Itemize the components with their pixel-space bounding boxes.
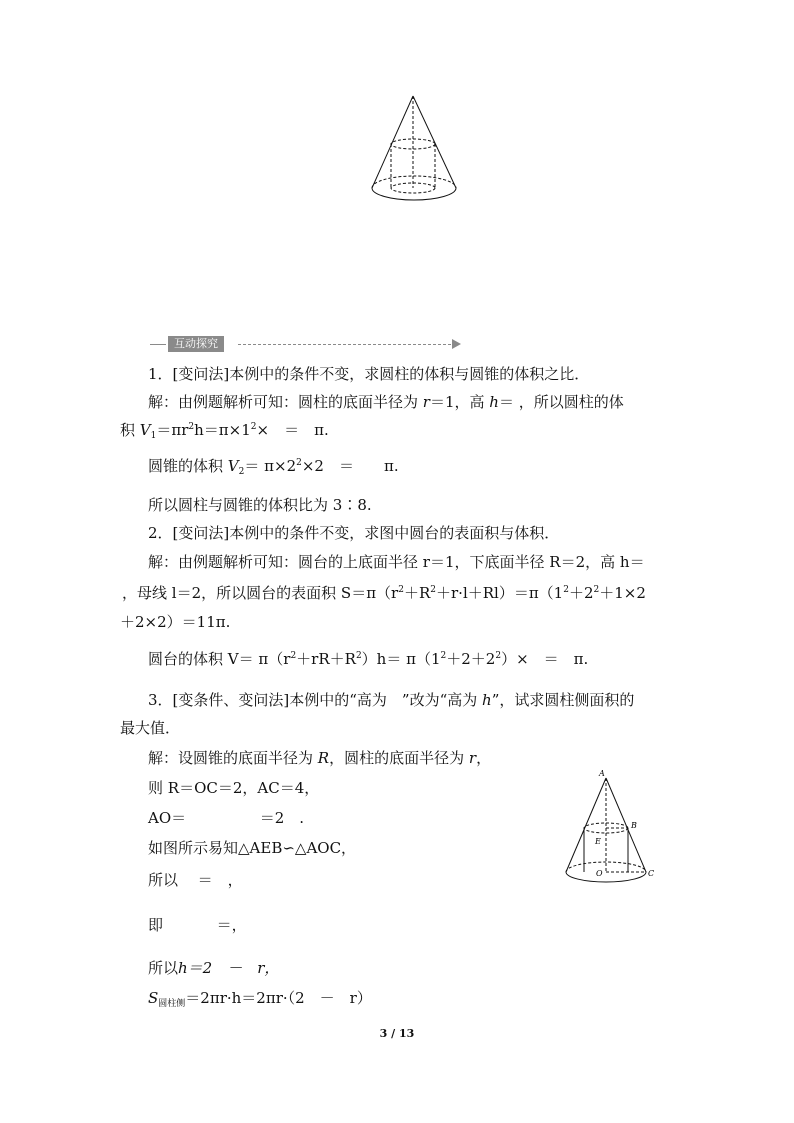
q2-vol-c: ＋rR＋R	[296, 650, 356, 668]
q1-sol-suffix: ，所以圆柱的体	[518, 393, 624, 411]
q2-s-b: ＋R	[403, 584, 431, 602]
q3-sol1-a: 解：设圆锥的底面半径为	[148, 749, 314, 767]
fig-label-c: C	[648, 869, 655, 878]
q3-title	[148, 690, 634, 710]
page-number: 3 / 13	[379, 1027, 415, 1040]
q2-title: 2．[变问法]本例中的条件不变，求图中圆台的表面积与体积．	[148, 524, 560, 542]
q3-sol8-b: ＝2πr·h＝2πr·（2 － r）	[185, 989, 372, 1007]
q3-sol8	[148, 988, 372, 1008]
q3-sol6-a: 即	[148, 916, 164, 934]
fig-label-o: O	[596, 869, 603, 878]
q2-vol-b: V＝ π（r	[227, 650, 291, 668]
q1-ratio: 所以圆柱与圆锥的体积比为 3∶8.	[148, 496, 372, 514]
q2-s-e: ＋1×2	[599, 584, 646, 602]
q1-cone-a: 圆锥的体积	[148, 457, 224, 475]
q2-line1: 解：由例题解析可知：圆台的上底面半径	[148, 553, 419, 571]
section-header	[150, 336, 470, 352]
q1-solution-line2	[120, 420, 329, 440]
q3-sol1-c: ，	[476, 749, 492, 767]
q2-vol-sup1: 2	[290, 651, 297, 661]
q1-v2-var: V	[227, 457, 239, 475]
q1-r-val: ＝1，高	[429, 393, 485, 411]
q2-solution-line3: ＋2×2）＝11π.	[120, 613, 231, 631]
q3-sol8-sub: 圆柱侧	[158, 999, 186, 1009]
q3-sol2	[148, 778, 319, 798]
section-arrow-icon	[452, 339, 461, 349]
q3-title-a: 3．[变条件、变问法]本例中的“高为 ”改为“高为	[148, 691, 478, 709]
q2-solution-line1	[148, 552, 645, 572]
q2-S-eq: S＝π（r	[340, 584, 399, 602]
q2-vol-sup2: 2	[355, 651, 362, 661]
q1-cone-b-sup: 2	[296, 458, 302, 468]
q2-vol-sup3: 2	[440, 651, 447, 661]
q1-h-val: ＝	[498, 393, 514, 411]
q3-title-line2: 最大值．	[120, 719, 181, 737]
q3-sol1	[148, 748, 491, 768]
q3-sol2-a: 则	[148, 779, 164, 797]
q2-vol-sup4: 2	[495, 651, 502, 661]
q1-line2-c: h＝π×1	[194, 421, 251, 439]
q2-volume	[148, 649, 588, 669]
q3-sol7	[148, 958, 279, 978]
q2-vol-e: ＋2＋2	[446, 650, 496, 668]
q1-cone-b: ＝ π×2	[244, 457, 297, 475]
fig-label-e: E	[595, 837, 601, 846]
q3-sol6	[148, 915, 247, 935]
q1-title: 1．[变问法]本例中的条件不变，求圆柱的体积与圆锥的体积之比．	[148, 365, 590, 383]
q1-line2-a: 积	[120, 421, 136, 439]
q2-s-sup1: 2	[398, 585, 404, 595]
q1-line2-d: × ＝ π.	[256, 421, 329, 439]
q1-v1-var: V	[139, 421, 151, 439]
q3-title-b: ”，试求圆柱侧面积的	[491, 691, 635, 709]
q2-s-c: ＋r·l＋Rl）＝π（1	[436, 584, 564, 602]
fig-label-a: A	[599, 769, 605, 778]
q2-s-d: ＋2	[568, 584, 594, 602]
q2-s-sup2: 2	[430, 585, 436, 595]
section-dashed-rule	[238, 344, 456, 345]
q3-sol5-b: ＝ ，	[197, 871, 243, 889]
q1-sol-prefix: 解：由例题解析可知：圆柱的底面半径为	[148, 393, 419, 411]
q3-sol7-a: 所以	[148, 959, 179, 977]
q1-v1-sub: 1	[150, 431, 157, 441]
q3-sol1-r: r	[468, 749, 477, 767]
q1-cone-c: ×2 ＝ π.	[301, 457, 399, 475]
cone-cylinder-figure	[368, 92, 460, 208]
q3-sol4: 如图所示易知△AEB∽△AOC，	[148, 839, 357, 857]
q3-sol5	[148, 870, 243, 890]
q2-s-sup3: 2	[563, 585, 569, 595]
q1-solution-line1	[148, 392, 624, 412]
q1-line2-b-sup: 2	[188, 422, 195, 432]
q2-l-eq: l＝2，所以圆台的表面积	[171, 584, 337, 602]
q2-r-eq: r＝1，下底面半径	[422, 553, 545, 571]
q3-sol6-b: ＝，	[216, 916, 247, 934]
q2-h-eq: h＝	[619, 553, 645, 571]
q1-v2-sub: 2	[238, 467, 245, 477]
q2-line2-a: ，母线	[122, 584, 168, 602]
q3-sol3-b: ＝2 .	[259, 809, 305, 827]
q3-title-h: h	[482, 691, 492, 709]
q2-vol-a: 圆台的体积	[148, 650, 224, 668]
q2-s-sup4: 2	[593, 585, 600, 595]
q3-sol1-R: R	[317, 749, 330, 767]
q2-solution-line2	[122, 583, 646, 603]
q3-sol8-a: S	[148, 989, 159, 1007]
labeled-cone-figure	[560, 768, 664, 886]
q3-sol1-b: ，圆柱的底面半径为	[329, 749, 465, 767]
q3-sol3-a: AO＝	[148, 809, 187, 827]
q1-r-var: r	[422, 393, 430, 411]
section-lead-rule	[150, 344, 166, 345]
q2-R-eq: R＝2，高	[549, 553, 616, 571]
q2-vol-f: ）× ＝ π.	[501, 650, 589, 668]
q1-line2-c-sup: 2	[250, 422, 257, 432]
section-label: 互动探究	[168, 336, 224, 352]
q1-line2-b: ＝πr	[156, 421, 189, 439]
q1-cone-volume	[148, 456, 399, 476]
q1-h-var: h	[489, 393, 499, 411]
q2-vol-d: ）h＝ π（1	[361, 650, 441, 668]
q3-sol7-b: h＝2 － r，	[178, 959, 280, 977]
q3-sol3	[148, 808, 304, 828]
q3-sol5-a: 所以	[148, 871, 179, 889]
fig-label-b: B	[631, 821, 637, 830]
q3-sol2-b: R＝OC＝2，AC＝4，	[167, 779, 320, 797]
